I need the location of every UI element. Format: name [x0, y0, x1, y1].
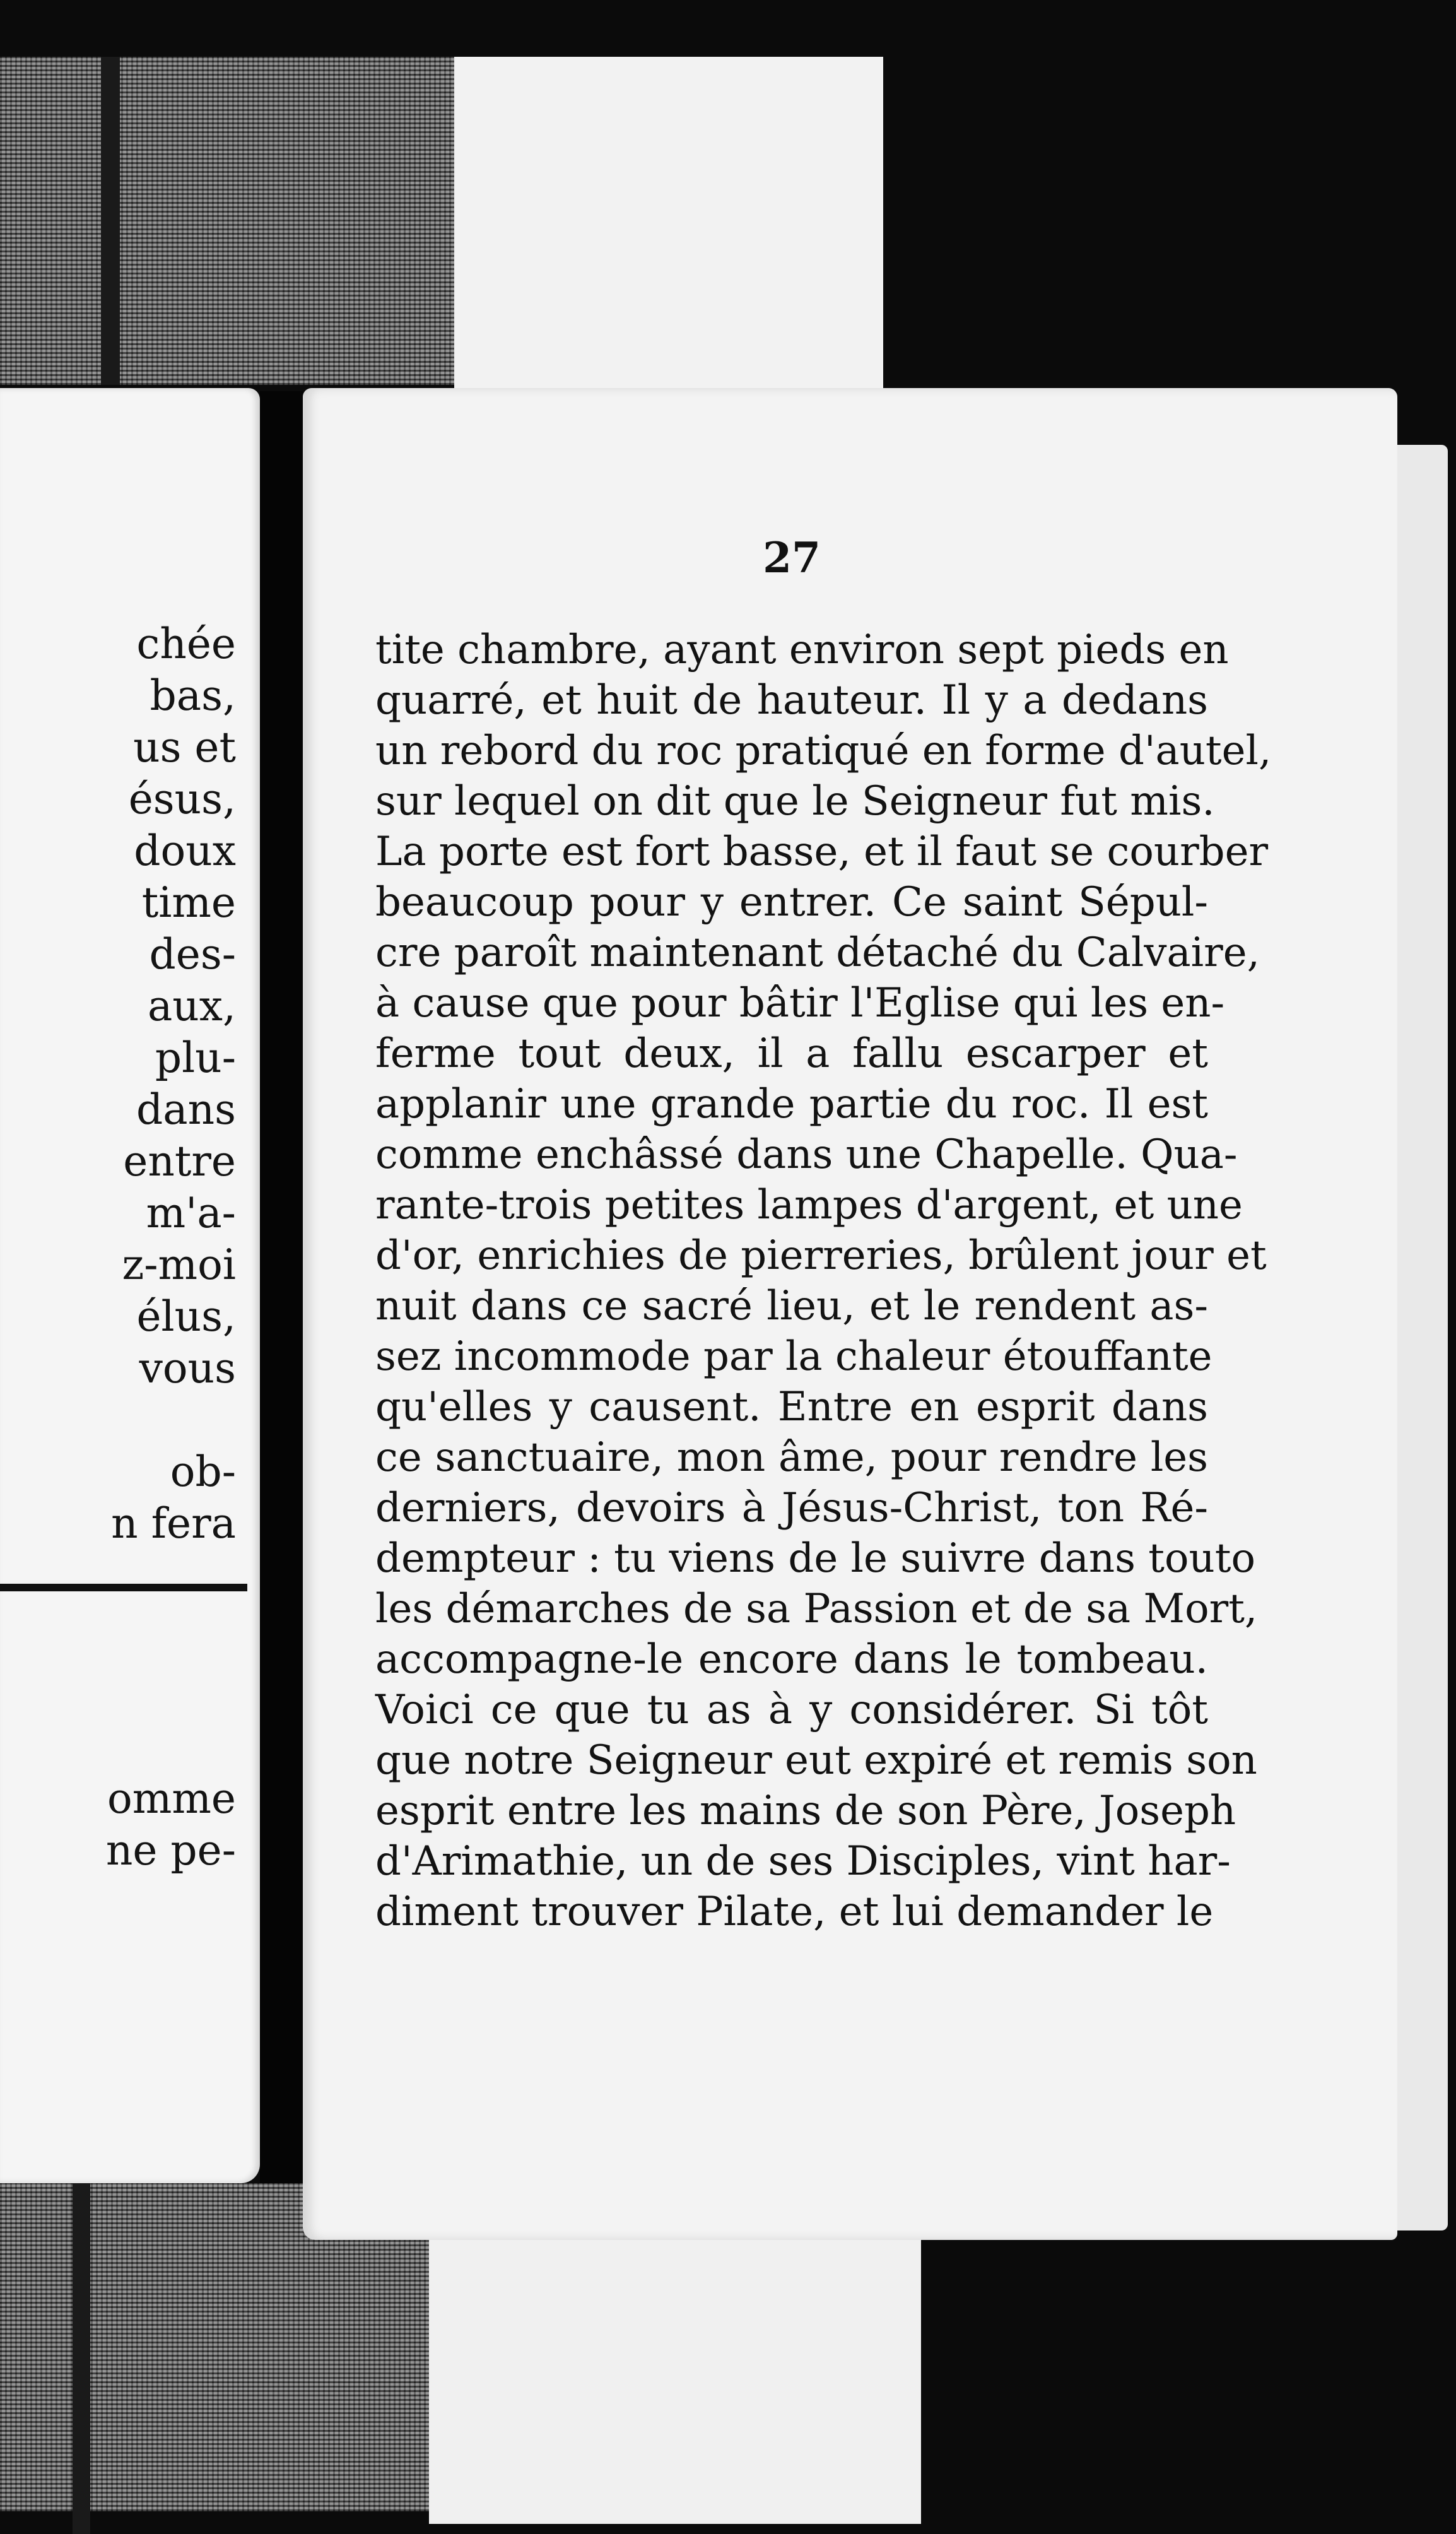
left-line: ne pe-	[105, 1826, 236, 1875]
text-line: d'or, enrichies de pierreries, brûlent jour et	[375, 1232, 1267, 1279]
left-line: m'a-	[146, 1189, 236, 1237]
text-line: un rebord du roc pratiqué en forme d'autel,	[375, 728, 1272, 774]
left-line: doux	[134, 827, 236, 875]
text-line: sur lequel on dit que le Seigneur fut mis.	[375, 778, 1215, 825]
text-line: qu'elles y causent. Entre en esprit dans	[375, 1384, 1208, 1430]
text-line: cre paroît maintenant détaché du Calvaire,	[375, 929, 1260, 976]
left-line: plu-	[155, 1034, 236, 1082]
text-line: sez incommode par la chaleur étouffante	[375, 1333, 1212, 1380]
left-line: n fera	[111, 1499, 236, 1548]
text-line: rante-trois petites lampes d'argent, et une	[375, 1182, 1243, 1229]
text-line: que notre Seigneur eut expiré et remis son	[375, 1737, 1257, 1784]
left-line: time	[141, 878, 236, 927]
left-line: des-	[149, 930, 236, 979]
left-line: vous	[139, 1344, 236, 1393]
left-page-text-top	[72, 618, 236, 1550]
text-line: ce sanctuaire, mon âme, pour rendre les	[375, 1434, 1208, 1481]
text-line: tite chambre, ayant environ sept pieds en	[375, 627, 1229, 673]
left-line: aux,	[147, 982, 236, 1030]
page-edge-stack	[1391, 445, 1448, 2231]
book-gutter	[260, 391, 303, 2183]
left-page	[0, 388, 260, 2183]
binding-strap-bottom	[73, 2183, 90, 2534]
left-line-blank	[72, 1394, 236, 1446]
left-line: omme	[107, 1774, 236, 1823]
left-line: entre	[123, 1137, 236, 1186]
text-line: comme enchâssé dans une Chapelle. Qua-	[375, 1131, 1238, 1178]
text-line: quarré, et huit de hauteur. Il y a dedans	[375, 677, 1208, 724]
cloth-board-top	[0, 57, 454, 385]
text-line: nuit dans ce sacré lieu, et le rendent as-	[375, 1283, 1208, 1329]
text-line: Voici ce que tu as à y considérer. Si tôt	[375, 1687, 1208, 1733]
text-line: derniers, devoirs à Jésus-Christ, ton Ré-	[375, 1485, 1208, 1531]
text-line: dempteur : tu viens de le suivre dans touto	[375, 1535, 1255, 1582]
text-line: accompagne-le encore dans le tombeau.	[375, 1636, 1208, 1683]
left-line: z-moi	[122, 1240, 236, 1289]
text-line: ferme tout deux, il a fallu escarper et	[375, 1030, 1208, 1077]
left-line: us et	[133, 723, 236, 772]
text-line: esprit entre les mains de son Père, Joseph	[375, 1788, 1236, 1834]
text-line: diment trouver Pilate, et lui demander le	[375, 1889, 1214, 1935]
left-line: bas,	[150, 671, 236, 720]
left-page-text-bottom	[72, 1773, 236, 1877]
page-number: 27	[763, 533, 821, 582]
text-line: La porte est fort basse, et il faut se courber	[375, 828, 1269, 875]
left-line: chée	[136, 620, 236, 668]
binding-strap-top	[101, 57, 120, 385]
left-line: élus,	[136, 1292, 236, 1341]
paper-strip-bottom	[429, 2196, 921, 2524]
text-line: d'Arimathie, un de ses Disciples, vint har-	[375, 1838, 1231, 1885]
left-line: ésus,	[128, 775, 236, 823]
left-line: dans	[136, 1085, 236, 1134]
section-rule	[0, 1584, 247, 1591]
text-line: applanir une grande partie du roc. Il est	[375, 1081, 1208, 1128]
text-line: à cause que pour bâtir l'Eglise qui les en-	[375, 980, 1225, 1027]
text-line: les démarches de sa Passion et de sa Mort,	[375, 1586, 1258, 1632]
paper-strip-top	[454, 57, 883, 398]
right-page-text	[375, 625, 1272, 1937]
left-line: ob-	[170, 1447, 236, 1496]
text-line: beaucoup pour y entrer. Ce saint Sépul-	[375, 879, 1208, 926]
